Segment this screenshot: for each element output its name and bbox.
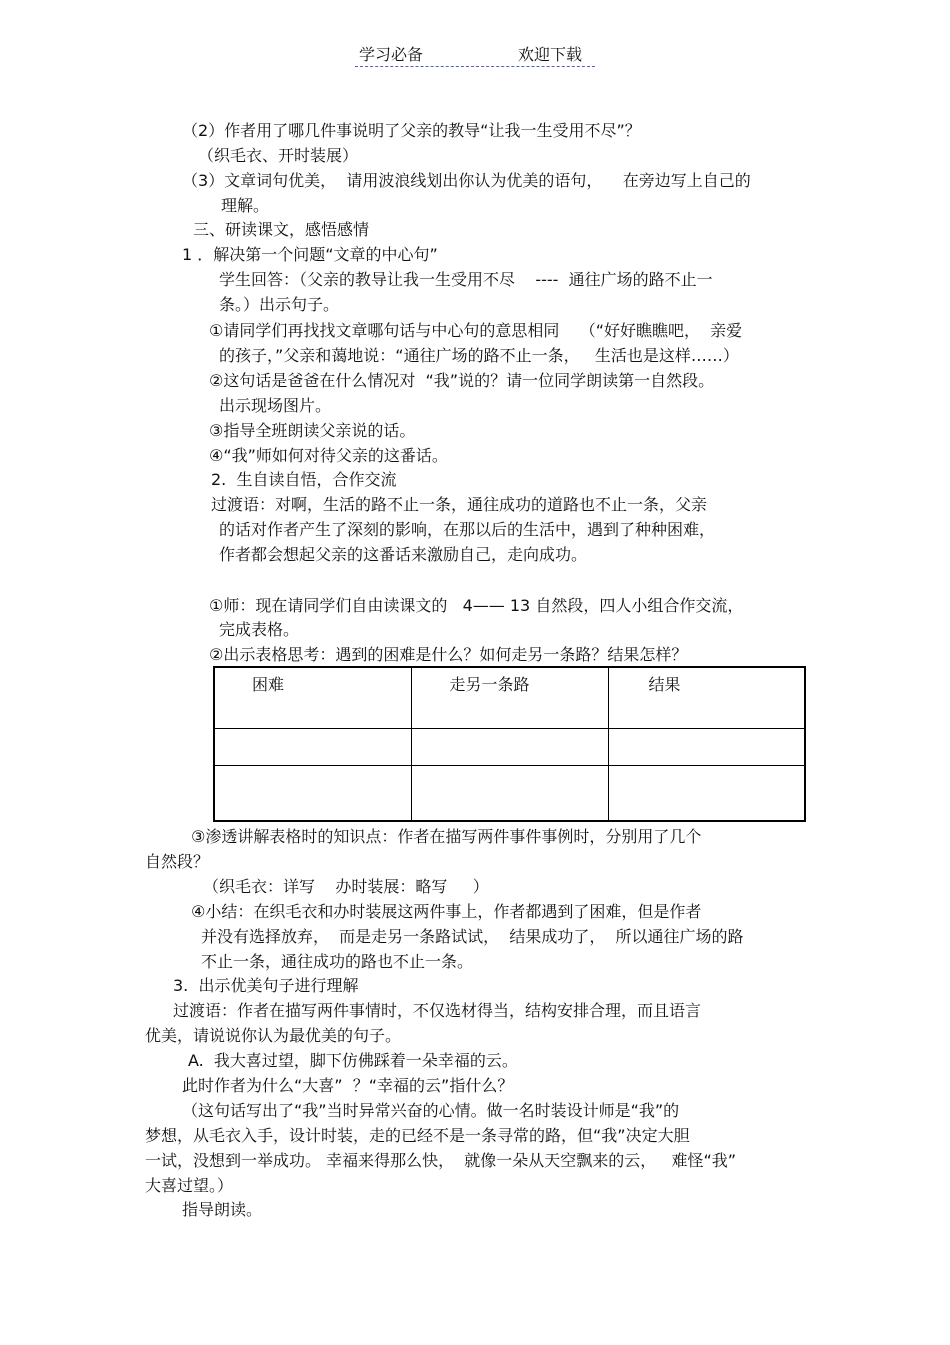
table-cell	[608, 729, 805, 766]
text-line: A. 我大喜过望，脚下仿佛踩着一朵幸福的云。	[188, 1051, 518, 1070]
header-right: 欢迎下载	[518, 45, 583, 64]
text-line: 过渡语：对啊，生活的路不止一条，通往成功的道路也不止一条，父亲	[211, 495, 708, 514]
text-line: 过渡语：作者在描写两件事情时，不仅选材得当，结构安排合理，而且语言	[173, 1001, 702, 1020]
text-line: ①师：现在请同学们自由读课文的 4—— 13 自然段，四人小组合作交流，	[209, 596, 744, 615]
table-cell	[411, 766, 608, 822]
text-line: ④“我”师如何对待父亲的这番话。	[209, 446, 448, 465]
text-line: （织毛衣、开时装展）	[198, 146, 359, 165]
text-line: 此时作者为什么“大喜” ？“幸福的云”指什么？	[182, 1076, 514, 1095]
section-heading: 三、研读课文，感悟感情	[193, 220, 370, 239]
text-line: ②这句话是爸爸在什么情况对 “我”说的？请一位同学朗读第一自然段。	[209, 371, 715, 390]
text-line: ③指导全班朗读父亲说的话。	[209, 421, 416, 440]
text-line: （3）文章词句优美， 请用波浪线划出你认为优美的语句， 在旁边写上自己的	[182, 171, 751, 190]
text-line: ④小结：在织毛衣和办时装展这两件事上，作者都遇到了困难，但是作者	[191, 902, 702, 921]
text-line: 的孩子，”父亲和蔼地说：“通往广场的路不止一条， 生活也是这样……）	[219, 346, 739, 365]
table-row	[214, 766, 805, 822]
table-cell	[608, 766, 805, 822]
text-line: 大喜过望。）	[145, 1176, 234, 1195]
table-cell	[214, 729, 411, 766]
text-line: 梦想，从毛衣入手，设计时装，走的已经不是一条寻常的路，但“我”决定大胆	[145, 1126, 690, 1145]
text-line: 作者都会想起父亲的这番话来激励自己，走向成功。	[219, 545, 588, 564]
text-line: 的话对作者产生了深刻的影响，在那以后的生活中，遇到了种种困难，	[219, 520, 716, 539]
text-line: （这句话写出了“我”当时异常兴奋的心情。做一名时装设计师是“我”的	[182, 1101, 680, 1120]
table-cell	[214, 766, 411, 822]
table-header-cell: 结果	[608, 667, 805, 729]
table-row	[214, 729, 805, 766]
text-line: 学生回答：（父亲的教导让我一生受用不尽 ---- 通往广场的路不止一	[219, 270, 713, 289]
page-header	[355, 38, 595, 67]
text-line: 一试，没想到一举成功。 幸福来得那么快， 就像一朵从天空飘来的云， 难怪“我”	[145, 1151, 737, 1170]
text-line: 理解。	[221, 196, 270, 215]
header-left: 学习必备	[359, 45, 424, 64]
text-line: 出示现场图片。	[219, 396, 332, 415]
table-header-cell: 困难	[214, 667, 411, 729]
text-line: 不止一条，通往成功的路也不止一条。	[201, 952, 474, 971]
text-line: ②出示表格思考：遇到的困难是什么？如何走另一条路？结果怎样？	[209, 645, 688, 664]
text-line: 1 ．解决第一个问题“文章的中心句”	[182, 245, 438, 264]
text-line: （2）作者用了哪几件事说明了父亲的教导“让我一生受用不尽”？	[182, 121, 641, 140]
text-line: 条。）出示句子。	[219, 295, 340, 314]
text-line: 自然段？	[145, 852, 210, 871]
text-line: ③渗透讲解表格时的知识点：作者在描写两件事件事例时，分别用了几个	[191, 827, 702, 846]
text-line: 2. 生自读自悟，合作交流	[211, 470, 397, 489]
text-line: 3. 出示优美句子进行理解	[173, 976, 359, 995]
table-header-row	[214, 667, 805, 729]
text-line: 优美，请说说你认为最优美的句子。	[145, 1026, 402, 1045]
text-line: ①请同学们再找找文章哪句话与中心句的意思相同 （“好好瞧瞧吧， 亲爱	[209, 321, 743, 340]
text-line: 并没有选择放弃， 而是走另一条路试试， 结果成功了， 所以通往广场的路	[201, 927, 744, 946]
text-line: （织毛衣：详写 办时装展：略写 ）	[203, 877, 489, 896]
text-line: 指导朗读。	[182, 1200, 263, 1219]
table-cell	[411, 729, 608, 766]
text-line: 完成表格。	[219, 620, 300, 639]
table-header-cell: 走另一条路	[411, 667, 608, 729]
reflection-table	[213, 666, 806, 822]
